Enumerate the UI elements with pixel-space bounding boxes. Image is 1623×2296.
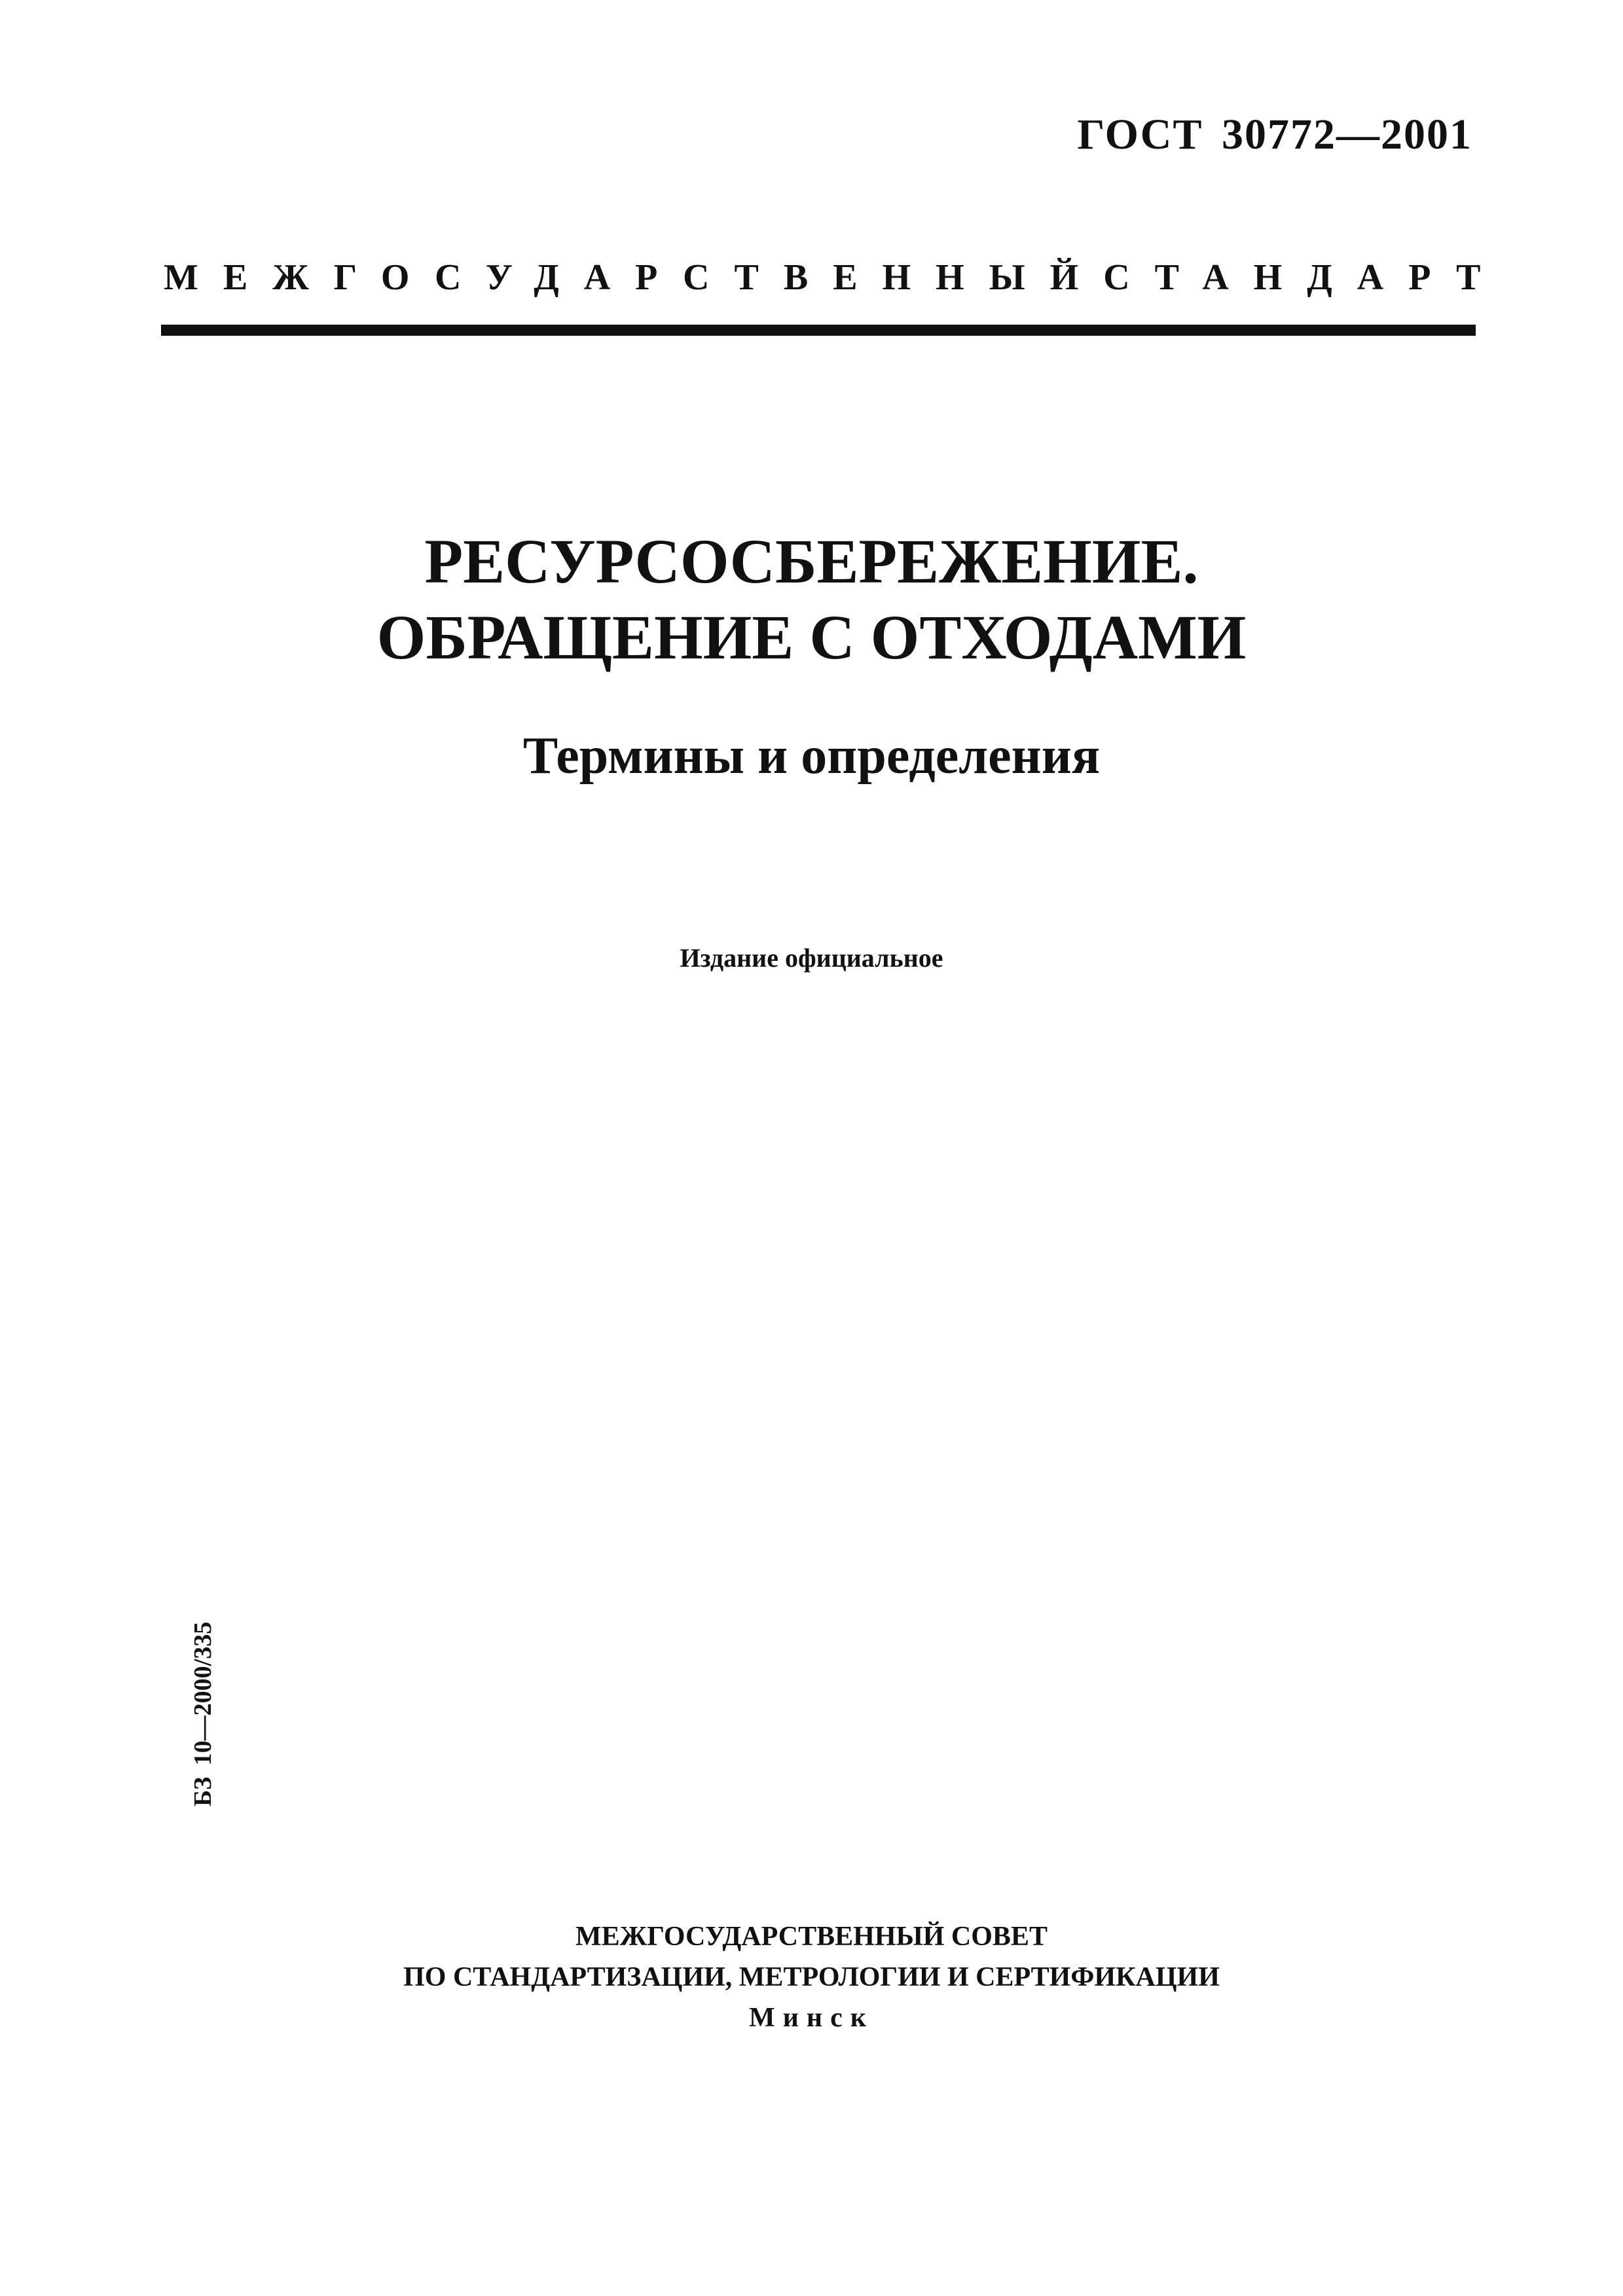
series-heading-word-2: СТАНДАРТ xyxy=(1103,257,1506,298)
document-subtitle: Термины и определения xyxy=(522,727,1101,785)
publisher-line-1: МЕЖГОСУДАРСТВЕННЫЙ СОВЕТ xyxy=(575,1922,1048,1952)
standard-number: ГОСТ 30772—2001 xyxy=(1077,111,1472,158)
publisher-block xyxy=(0,1916,1623,2038)
publisher-line-2: ПО СТАНДАРТИЗАЦИИ, МЕТРОЛОГИИ И СЕРТИФИКАЦИИ xyxy=(403,1962,1220,1992)
edition-note: Издание официальное xyxy=(680,943,943,973)
series-heading xyxy=(164,257,1506,298)
side-code: БЗ 10—2000/335 xyxy=(189,1621,217,1806)
title-line-1: РЕСУРСОСБЕРЕЖЕНИЕ. xyxy=(424,526,1199,596)
heading-rule xyxy=(161,325,1476,336)
series-heading-word-1: МЕЖГОСУДАРСТВЕННЫЙ xyxy=(164,257,1104,298)
title-line-2: ОБРАЩЕНИЕ С ОТХОДАМИ xyxy=(376,602,1247,672)
document-title xyxy=(0,524,1623,675)
publisher-city: Минск xyxy=(749,2003,874,2033)
